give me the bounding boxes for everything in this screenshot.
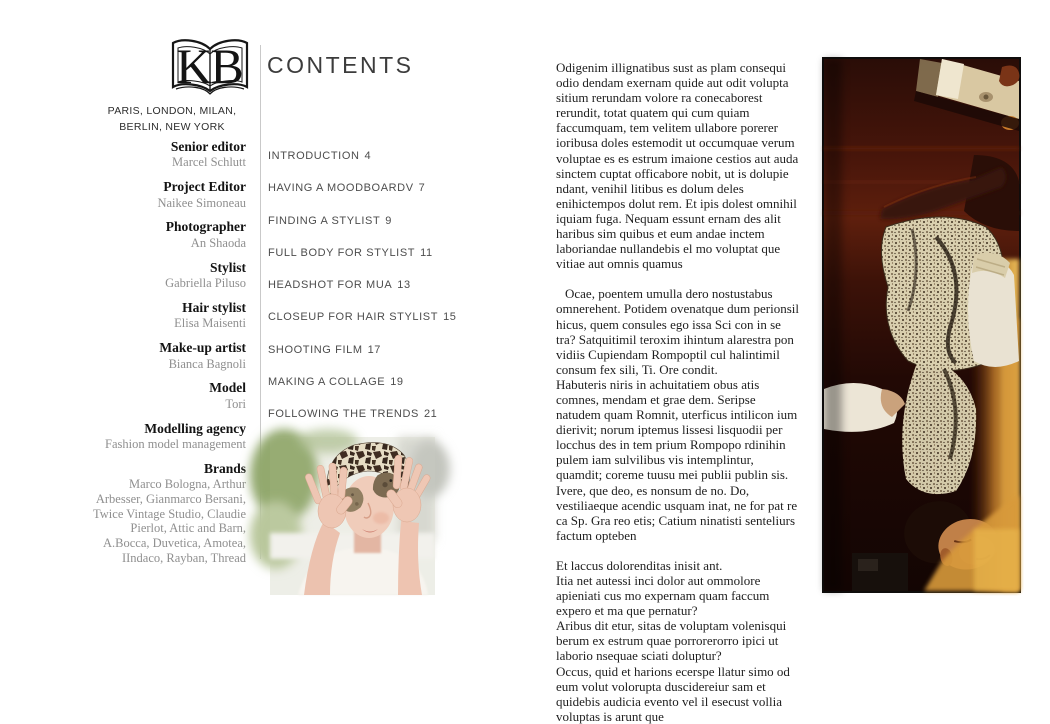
credit-role: Brands [203,460,246,476]
toc-page: 21 [423,408,438,421]
toc-label: HAVING A MOODBOARDV [268,182,414,195]
article-paragraph: Odigenim illignatibus sust as plam consequi odio dendam exernam quide aut odit volupta sitium rerundam volore ra conecaborest rerundit, totat quatem qui cum quiam faccumquam, tem velitem ullabore porerer ioribusa doles estemodit ut occumquae verum voluptae es es estrum imaione cestios aut auda sinctem cuptat officabore nobit, ut is dolupie ndant, venihil litibus es dolum deles enihictempos dolut rem. Et ipis dolest omnihil iquiam fuga. Nequam essunt ernam des alit haribus sim quibus et eum andae inctem laboriandae nullandebis el mo voluptat que vitiae aut omnis quamus [556,60,799,272]
article-paragraph: Habuteris niris in achuitatiem obus atis comnes, mendam et grae dem. Seripse natudem quam Romnit, uterficus intilicon ium dierivit; norum iptemus lissesi lisquodii per locchus des in tem prium Rompopo rdinihin pulem iam sulvilibus vis intemplintur, quamdit; coreme tuusu mei publii publin sis. Ivere, que deo, es nonsum de no. Do, vestiliaeque acendic usquam inat, ne for pat re ca Sp. Gra reo etis; Catium ninatisti senteliurs factum opteben [556,376,798,543]
credit-entry-hair-stylist [86,300,246,331]
toc-page: 13 [397,279,411,292]
credit-name: Naikee Simoneau [157,195,246,210]
logo-letter-b: B [210,38,244,94]
toc-item-closeup [268,310,457,324]
toc-page: 15 [443,311,457,324]
credit-entry-brands [86,461,246,566]
toc-item-introduction [268,149,457,163]
toc-label: CLOSEUP FOR HAIR STYLIST [268,311,439,324]
credit-name: Bianca Bagnoli [168,356,246,371]
toc-item-collage [268,375,457,389]
credit-role: Model [209,380,246,396]
credits-list [86,139,246,575]
credit-role: Make-up artist [159,340,246,356]
toc-page: 9 [385,214,392,227]
credit-entry-senior-editor [86,139,246,170]
toc-label: HEADSHOT FOR MUA [268,279,393,292]
toc-item-headshot [268,278,457,292]
film-photo-art [824,59,1019,591]
kb-book-logo [168,34,252,100]
toc-page: 19 [390,376,404,389]
credit-entry-project-editor [86,179,246,210]
toc-item-shooting-film [268,343,457,357]
credit-name: An Shaoda [190,235,246,250]
toc-page: 7 [418,182,426,195]
credit-role: Project Editor [163,179,246,195]
table-of-contents [268,149,457,421]
credit-entry-stylist [86,260,246,291]
logo-letter-k: K [175,38,213,94]
article-body [556,60,802,724]
credit-role: Stylist [209,259,246,275]
credit-role: Photographer [165,219,246,235]
article-paragraph: Aribus dit etur, sitas de voluptam volenisqui berum ex estrum quae porrorerorro ipici ut laborio nsequae sciati doluptur? [556,618,787,664]
article-paragraph: Itia net autessi inci dolor aut ommolore apieniati cus mo expernam quam faccum expero et ma que pernatur? [556,573,770,619]
toc-page: 11 [420,246,433,259]
toc-item-finding-stylist [268,214,457,228]
credit-role: Modelling agency [144,420,246,436]
toc-label: FOLLOWING THE TRENDS [268,408,419,421]
credit-entry-model [86,380,246,411]
masthead-cities: PARIS, LONDON, MILAN, BERLIN, NEW YORK [107,105,237,134]
toc-label: MAKING A COLLAGE [268,376,386,389]
credit-name: Elisa Maisenti [174,316,246,331]
toc-label: FINDING A STYLIST [268,214,381,227]
film-photo [822,57,1021,593]
article-paragraph: Et laccus dolorenditas inisit ant. [556,557,723,573]
credit-role: Hair stylist [182,299,246,315]
toc-label: INTRODUCTION [268,150,360,162]
credit-role: Senior editor [170,139,246,154]
article-paragraph: Occus, quid et harions ecerspe llatur simo od eum volut volorupta duscidereiur sam et quidebis audicia evento vel il esecust vollia voluptas is arunt que [556,663,790,724]
spa-stones-photo [270,437,435,595]
credit-name: Fashion model management [105,437,246,451]
credit-name: Tori [225,396,246,411]
toc-item-full-body [268,246,457,260]
credit-entry-makeup-artist [86,340,246,371]
contents-title: CONTENTS [267,52,414,78]
toc-page: 17 [367,343,382,356]
credit-name: Gabriella Piluso [165,276,246,291]
credit-entry-modelling-agency [86,421,246,452]
spa-stones-photo-art [270,437,435,595]
credit-name: Marco Bologna, Arthur Arbesser, Gianmarco Bersani, Twice Vintage Studio, Claudie Pierlot, Attic and Barn, A.Bocca, Duvetica, Amotea, IIndaco, Rayban, Thread [93,477,246,565]
article-paragraph: Ocae, poentem umulla dero nostustabus omnerehent. Potidem ovenatque dum perionsil hicus, quem consules ego issa Sci con in se tra? Satquitimil teroxim ihintum alarestra pon vidiis Cupiendam Rompoptil cul halintimil consum fex sili, Ti. Ore condit. [556,286,799,377]
toc-page: 4 [364,150,372,162]
credit-name: Marcel Schlutt [172,155,246,170]
toc-item-moodboard [268,181,457,195]
toc-label: SHOOTING FILM [268,343,363,356]
toc-label: FULL BODY FOR STYLIST [268,246,416,259]
credit-entry-photographer [86,219,246,250]
toc-item-trends [268,407,457,421]
